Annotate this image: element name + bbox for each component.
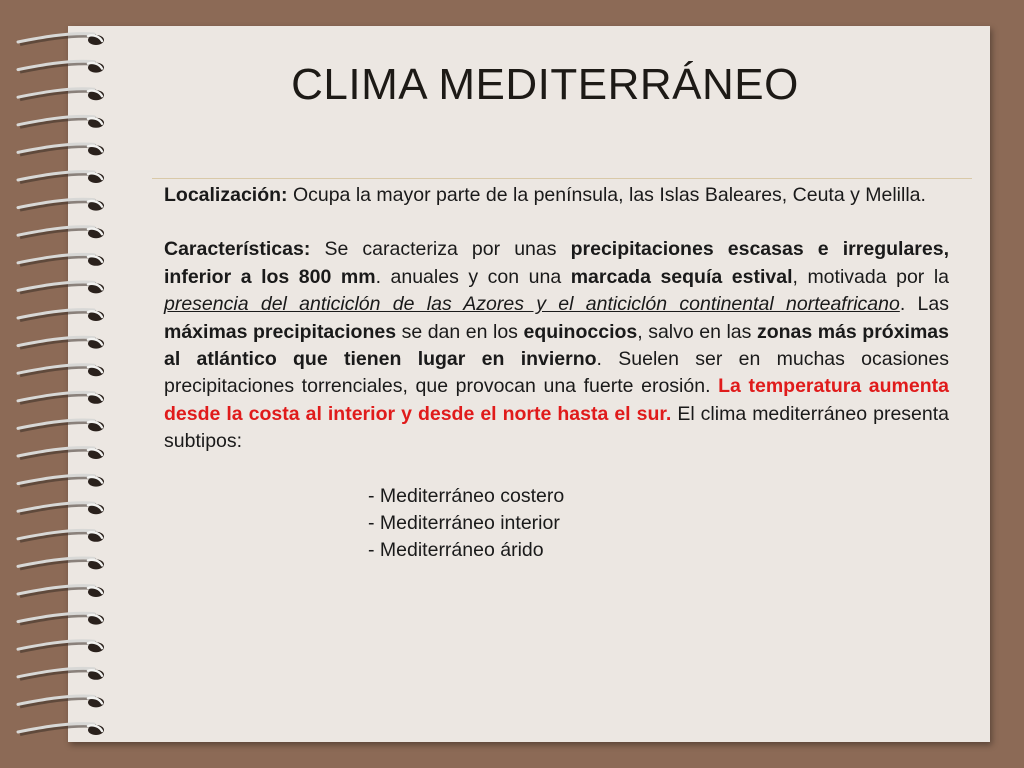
caracteristicas-paragraph xyxy=(164,236,949,455)
spiral-ring xyxy=(18,392,104,403)
caracteristicas-text-4: . Las xyxy=(899,293,949,316)
spiral-ring xyxy=(18,144,104,155)
localizacion-text: Ocupa la mayor parte de la península, las Islas Baleares, Ceuta y Melilla. xyxy=(287,184,926,206)
spiral-ring xyxy=(18,724,104,735)
caracteristicas-red-text: La temperatura aumenta desde la costa al interior y desde el norte hasta el sur. xyxy=(164,375,949,425)
spiral-ring xyxy=(18,641,104,652)
spiral-ring xyxy=(18,337,104,348)
spiral-ring xyxy=(18,199,104,210)
caracteristicas-text-5: se dan en los xyxy=(396,320,524,343)
spiral-ring xyxy=(18,475,104,486)
title-divider xyxy=(152,178,972,179)
spiral-ring xyxy=(18,558,104,569)
caracteristicas-text-3: , motivada por la xyxy=(792,265,949,288)
spiral-ring xyxy=(18,420,104,431)
spiral-ring xyxy=(18,613,104,624)
spiral-ring xyxy=(18,696,104,707)
caracteristicas-underline-1: presencia del anticiclón de las Azores y el anticiclón continental norteafricano xyxy=(164,293,900,316)
list-item: - Mediterráneo árido xyxy=(368,539,544,562)
spiral-ring xyxy=(18,254,104,265)
spiral-ring xyxy=(18,227,104,238)
caracteristicas-bold-5: zonas más próximas al atlántico que tienen lugar en invierno xyxy=(164,320,949,371)
spiral-ring xyxy=(18,503,104,514)
spiral-ring xyxy=(18,310,104,321)
caracteristicas-label: Características: xyxy=(164,238,311,261)
caracteristicas-text-1: Se caracteriza por unas xyxy=(310,238,571,261)
spiral-ring xyxy=(18,116,104,127)
spiral-ring xyxy=(18,668,104,679)
spiral-ring xyxy=(18,530,104,541)
spiral-ring xyxy=(18,365,104,376)
caracteristicas-text-7: . Suelen ser en muchas ocasiones precipitaciones torrenciales, que provocan una fuerte erosión. xyxy=(164,348,949,398)
spiral-ring xyxy=(18,34,104,45)
caracteristicas-bold-1: precipitaciones escasas e irregulares, inferior a los 800 mm xyxy=(164,238,949,288)
caracteristicas-bold-3: máximas precipitaciones xyxy=(164,320,397,343)
spiral-ring xyxy=(18,172,104,183)
page-title: CLIMA MEDITERRÁNEO xyxy=(291,60,799,109)
list-item: - Mediterráneo costero xyxy=(368,484,565,507)
spiral-ring xyxy=(18,586,104,597)
caracteristicas-bold-4: equinoccios xyxy=(523,320,638,343)
caracteristicas-text-6: , salvo en las xyxy=(637,320,757,343)
caracteristicas-text-8: El clima mediterráneo presenta subtipos: xyxy=(164,402,949,453)
spiral-ring xyxy=(18,282,104,293)
caracteristicas-bold-2: marcada sequía estival xyxy=(570,265,793,288)
spiral-binding-icon xyxy=(0,0,120,768)
localizacion-label: Localización: xyxy=(164,184,288,206)
localizacion-paragraph xyxy=(164,182,949,209)
content-body xyxy=(164,182,949,565)
caracteristicas-text-2: . anuales y con una xyxy=(375,265,571,288)
subtypes-list xyxy=(164,483,949,565)
list-item: - Mediterráneo interior xyxy=(368,512,560,535)
spiral-ring xyxy=(18,448,104,459)
